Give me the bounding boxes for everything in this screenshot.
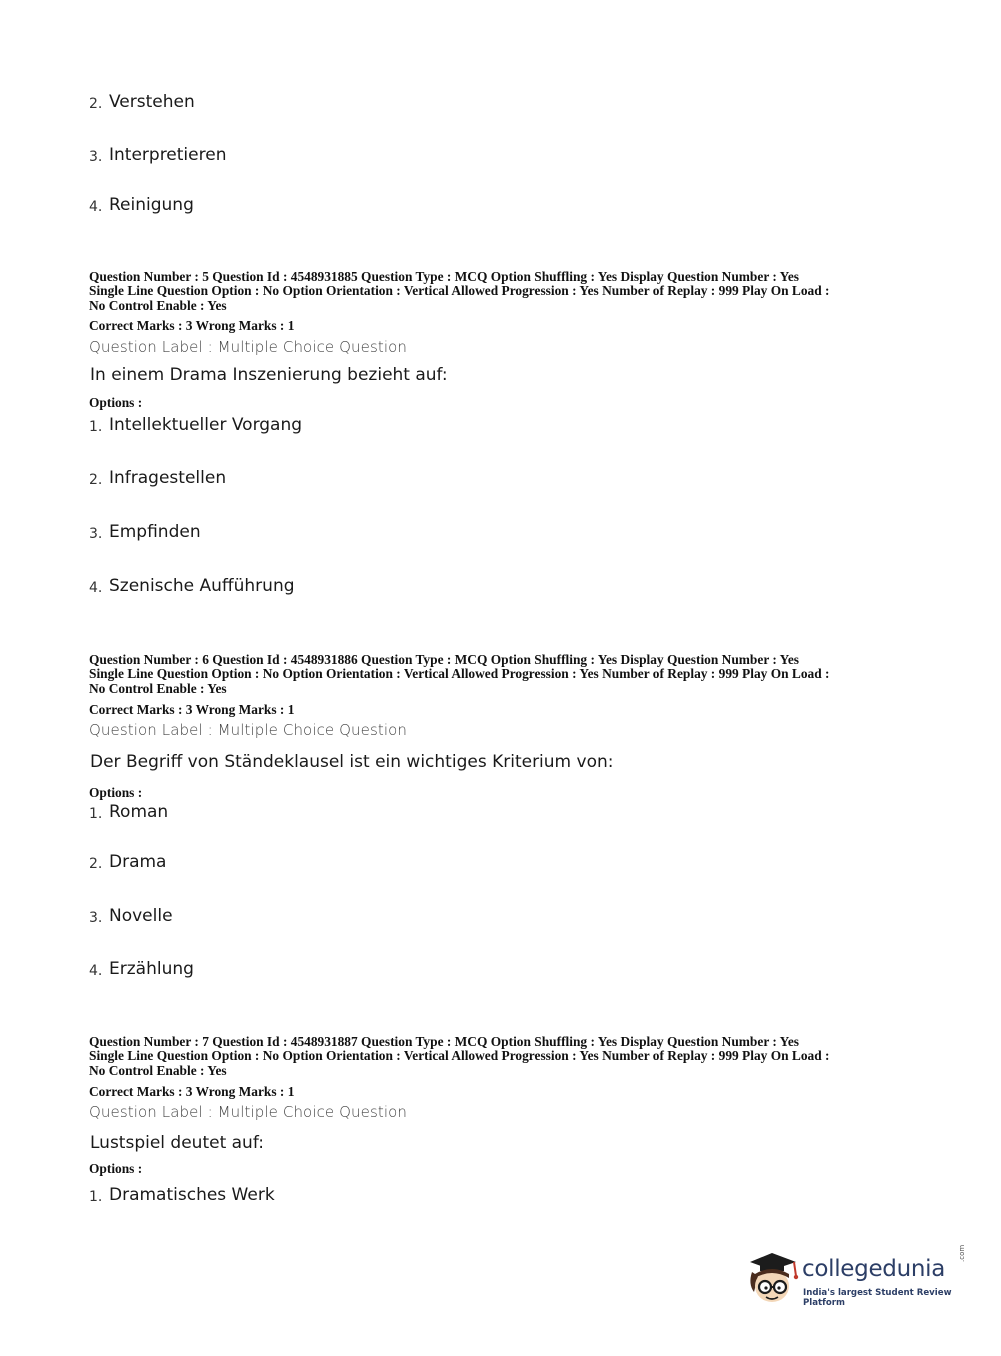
option-text: Novelle: [109, 906, 173, 926]
option-number: 4.: [89, 199, 103, 215]
option-text: Erzählung: [109, 959, 194, 979]
option-item: [89, 576, 295, 596]
question-text: In einem Drama Inszenierung bezieht auf:: [90, 365, 448, 385]
brand-suffix: .com: [958, 1244, 966, 1262]
option-item: [89, 92, 195, 112]
options-heading: Options :: [89, 785, 143, 800]
collegedunia-logo[interactable]: [742, 1244, 972, 1310]
option-number: 2.: [89, 96, 103, 112]
question-label: Question Label : Multiple Choice Question: [89, 721, 408, 739]
option-number: 2.: [89, 856, 103, 872]
options-heading: Options :: [89, 1161, 143, 1176]
option-number: 3.: [89, 149, 103, 165]
question-meta: [89, 270, 919, 313]
student-mascot-icon: [742, 1250, 800, 1308]
brand-name: collegedunia: [802, 1256, 946, 1282]
option-text: Roman: [109, 802, 169, 822]
option-text: Reinigung: [109, 195, 194, 215]
question-meta: [89, 1035, 919, 1078]
meta-line: Question Number : 7 Question Id : 4548931887 Question Type : MCQ Option Shuffling : Yes Display Question Number : Yes: [89, 1034, 800, 1049]
meta-line: No Control Enable : Yes: [89, 680, 227, 696]
option-number: 1.: [89, 1189, 103, 1205]
question-text: Lustspiel deutet auf:: [90, 1133, 264, 1153]
brand-tagline: India's largest Student Review Platform: [803, 1288, 952, 1308]
option-item: [89, 195, 194, 215]
question-marks: Correct Marks : 3 Wrong Marks : 1: [89, 318, 295, 333]
meta-line: Question Number : 5 Question Id : 4548931885 Question Type : MCQ Option Shuffling : Yes Display Question Number : Yes: [89, 269, 800, 284]
option-text: Empfinden: [109, 522, 201, 542]
option-item: [89, 959, 194, 979]
option-text: Dramatisches Werk: [109, 1185, 275, 1205]
option-number: 1.: [89, 419, 103, 435]
option-number: 3.: [89, 526, 103, 542]
option-number: 4.: [89, 963, 103, 979]
option-text: Intellektueller Vorgang: [109, 415, 303, 435]
question-marks: Correct Marks : 3 Wrong Marks : 1: [89, 1084, 295, 1099]
option-item: [89, 415, 302, 435]
option-number: 3.: [89, 910, 103, 926]
option-item: [89, 145, 226, 165]
option-item: [89, 852, 166, 872]
options-heading: Options :: [89, 395, 143, 410]
option-text: Interpretieren: [109, 145, 227, 165]
option-text: Infragestellen: [109, 468, 227, 488]
option-number: 1.: [89, 806, 103, 822]
option-item: [89, 802, 168, 822]
question-text: Der Begriff von Ständeklausel ist ein wichtiges Kriterium von:: [90, 752, 614, 772]
question-meta: [89, 653, 919, 696]
meta-line: Single Line Question Option : No Option Orientation : Vertical Allowed Progression : Yes Number of Replay : 999 Play On Load :: [89, 666, 830, 682]
option-number: 4.: [89, 580, 103, 596]
question-label: Question Label : Multiple Choice Question: [89, 338, 408, 356]
option-item: [89, 1185, 275, 1205]
option-number: 2.: [89, 472, 103, 488]
meta-line: No Control Enable : Yes: [89, 1062, 227, 1078]
meta-line: Question Number : 6 Question Id : 4548931886 Question Type : MCQ Option Shuffling : Yes Display Question Number : Yes: [89, 652, 800, 667]
option-text: Verstehen: [109, 92, 195, 112]
option-item: [89, 906, 173, 926]
meta-line: Single Line Question Option : No Option Orientation : Vertical Allowed Progression : Yes Number of Replay : 999 Play On Load :: [89, 1048, 830, 1064]
meta-line: Single Line Question Option : No Option Orientation : Vertical Allowed Progression : Yes Number of Replay : 999 Play On Load :: [89, 283, 830, 299]
option-text: Szenische Aufführung: [109, 576, 295, 596]
option-item: [89, 522, 201, 542]
meta-line: No Control Enable : Yes: [89, 297, 227, 313]
question-marks: Correct Marks : 3 Wrong Marks : 1: [89, 702, 295, 717]
option-item: [89, 468, 226, 488]
option-text: Drama: [109, 852, 167, 872]
question-label: Question Label : Multiple Choice Question: [89, 1103, 408, 1121]
